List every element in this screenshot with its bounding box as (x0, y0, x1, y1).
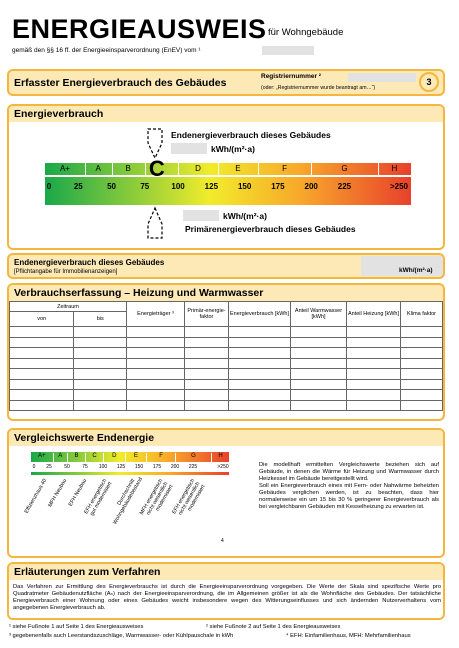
footnote-2: ² siehe Fußnote 2 auf Seite 1 des Energieausweises (206, 624, 341, 630)
document-subtitle: für Wohngebäude (268, 27, 344, 38)
table-row (10, 400, 443, 411)
comparison-tick: 125 (116, 464, 126, 470)
table-cell[interactable] (127, 358, 185, 369)
table-cell[interactable] (10, 358, 74, 369)
table-cell[interactable] (291, 390, 347, 401)
energy-class-dividers (45, 163, 411, 175)
table-cell[interactable] (291, 337, 347, 348)
energy-class-f: F (282, 164, 287, 173)
footnote-4: ⁴ EFH: Einfamilienhaus, MFH: Mehrfamilienhaus (286, 633, 411, 639)
table-cell[interactable] (401, 337, 443, 348)
table-cell[interactable] (347, 379, 401, 390)
end-summary-unit: kWh/(m²·a) (399, 267, 433, 274)
comparison-class-label: A+ (38, 453, 46, 459)
energy-class-divider (311, 163, 312, 175)
comparison-tick: >250 (217, 464, 229, 470)
comparison-tick: 175 (152, 464, 162, 470)
table-cell[interactable] (229, 337, 291, 348)
table-cell[interactable] (229, 327, 291, 338)
energy-class-g: G (341, 164, 348, 173)
comparison-building-label: EFH energetisch gut modernisiert (83, 478, 114, 517)
table-row (10, 390, 443, 401)
comparison-class-label: D (103, 453, 125, 463)
table-cell[interactable] (185, 400, 229, 411)
table-cell[interactable] (401, 400, 443, 411)
comparison-building-label: Durchschnitt Wohngebäudebestand (112, 476, 145, 526)
table-cell[interactable] (74, 348, 127, 359)
energy-class-divider (258, 163, 259, 175)
table-section-heading: Verbrauchserfassung – Heizung und Warmwasser (9, 285, 443, 301)
comparison-tick: 150 (134, 464, 144, 470)
comparison-tick: 200 (170, 464, 180, 470)
energy-class-d: D (195, 164, 201, 173)
comparison-tick: 25 (46, 464, 52, 470)
footnote-3: ³ gegebenenfalls auch Leerstandszuschläge, Warmwasser- oder Kühlpauschale in kWh (9, 633, 234, 639)
table-row (10, 327, 443, 338)
table-cell[interactable] (291, 379, 347, 390)
consumption-label: Erfasster Energieverbrauch des Gebäudes (14, 77, 227, 89)
table-cell[interactable] (291, 369, 347, 380)
comparison-description: Die modellhaft ermittelten Vergleichswerte beziehen sich auf Gebäude, in denen die Wärme für Heizung und Warmwasser durch Heizkessel im Gebäude bereitgestellt wird. Soll ein Energieverbrauch eines mit Fern- oder Nahwärme beheizten Gebäudes verglichen werden, ist zu beachten, dass hier normalerweise ein um 15 bis 30 % geringerer Energieverbrauch als bei vergleichbaren Gebäuden mit Kesselheizung zu erwarten ist. (259, 462, 439, 510)
comparison-building-label: EFH Neubau (67, 478, 89, 508)
table-cell[interactable] (185, 348, 229, 359)
energy-class-aplus: A+ (59, 164, 70, 173)
table-cell[interactable] (127, 379, 185, 390)
table-cell[interactable] (185, 390, 229, 401)
table-cell[interactable] (10, 327, 74, 338)
end-energy-summary (7, 253, 445, 279)
comparison-class-label: E (125, 453, 147, 463)
consumption-table (9, 301, 443, 411)
comparison-scale-underline (31, 472, 229, 475)
consumption-table-section (7, 283, 445, 421)
table-cell[interactable] (229, 400, 291, 411)
table-cell[interactable] (127, 390, 185, 401)
col-primaerenergiefaktor: Primär-energie-faktor (185, 302, 229, 327)
energy-class-divider (85, 163, 86, 175)
table-cell[interactable] (185, 337, 229, 348)
comparison-ticks (31, 464, 229, 472)
energy-class-divider (145, 163, 146, 175)
comparison-heading: Vergleichswerte Endenergie (9, 430, 443, 446)
table-cell[interactable] (291, 358, 347, 369)
table-cell[interactable] (229, 358, 291, 369)
table-cell[interactable] (74, 390, 127, 401)
energy-tick: 0 (46, 182, 52, 191)
table-cell[interactable] (185, 369, 229, 380)
table-cell[interactable] (74, 400, 127, 411)
table-cell[interactable] (185, 327, 229, 338)
comparison-tick: 75 (82, 464, 88, 470)
table-row (10, 369, 443, 380)
table-cell[interactable] (347, 400, 401, 411)
primary-energy-unit: kWh/(m²·a) (223, 211, 267, 221)
end-summary-sublabel: [Pflichtangabe für Immobilienanzeigen] (14, 269, 118, 275)
registration-number-field[interactable] (348, 73, 416, 82)
table-row (10, 337, 443, 348)
end-energy-label: Endenergieverbrauch dieses Gebäudes (171, 130, 331, 140)
comparison-class-label: G (175, 453, 211, 463)
comparison-section (7, 428, 445, 558)
energy-class-divider (378, 163, 379, 175)
energy-tick: 50 (107, 182, 116, 191)
table-cell[interactable] (401, 327, 443, 338)
primary-energy-bar (45, 194, 411, 205)
table-cell[interactable] (401, 390, 443, 401)
table-row (10, 379, 443, 390)
energy-class-a: A (95, 164, 101, 173)
comparison-building-label: MFH energetisch nicht wesentlich modernisiert (138, 478, 175, 517)
table-cell[interactable] (347, 358, 401, 369)
table-cell[interactable] (74, 379, 127, 390)
table-cell[interactable] (347, 390, 401, 401)
table-cell[interactable] (10, 348, 74, 359)
highlighted-class-marker: C (148, 156, 165, 181)
primary-energy-arrow-icon (145, 206, 165, 240)
end-summary-label: Endenergieverbrauch dieses Gebäudes (14, 258, 165, 267)
energy-class-divider (218, 163, 219, 175)
table-cell[interactable] (74, 327, 127, 338)
comparison-class-label: A (53, 453, 67, 463)
col-bis: bis (74, 312, 127, 327)
energy-section-heading: Energieverbrauch (9, 106, 443, 122)
table-cell[interactable] (347, 369, 401, 380)
table-cell[interactable] (74, 358, 127, 369)
table-cell[interactable] (229, 379, 291, 390)
law-reference: gemäß den §§ 16 ff. der Energieeinsparverordnung (EnEV) vom ¹ (12, 47, 201, 54)
comparison-tick: 0 (32, 464, 36, 470)
comparison-class-label: F (146, 453, 175, 463)
energy-class-e: E (235, 164, 241, 173)
table-row (10, 348, 443, 359)
comparison-class-labels (31, 452, 229, 462)
comparison-building-label: MFH Neubau (47, 478, 69, 509)
table-cell[interactable] (127, 400, 185, 411)
table-cell[interactable] (74, 369, 127, 380)
explanation-heading: Erläuterungen zum Verfahren (9, 564, 443, 580)
energy-tick: 150 (237, 182, 252, 191)
comparison-tick: 50 (64, 464, 70, 470)
comparison-tick: 225 (188, 464, 198, 470)
primary-energy-value-field[interactable] (183, 210, 219, 221)
document-header (0, 0, 459, 64)
col-anteil-warmwasser: Anteil Warmwasser [kWh] (291, 302, 347, 327)
table-cell[interactable] (229, 348, 291, 359)
table-cell[interactable] (10, 337, 74, 348)
energy-tick: 25 (73, 182, 83, 191)
table-cell[interactable] (347, 348, 401, 359)
table-cell[interactable] (291, 327, 347, 338)
table-cell[interactable] (229, 369, 291, 380)
explanation-section (7, 562, 445, 620)
table-cell[interactable] (185, 379, 229, 390)
col-zeitraum: Zeitraum (10, 302, 127, 312)
table-cell[interactable] (74, 337, 127, 348)
comparison-building-labels (23, 476, 229, 546)
comparison-tick: 100 (98, 464, 108, 470)
table-cell[interactable] (10, 369, 74, 380)
comparison-footnote-ref: 4 (221, 538, 224, 544)
col-energieverbrauch: Energieverbrauch [kWh] (229, 302, 291, 327)
table-row (10, 358, 443, 369)
energy-class-divider (178, 163, 179, 175)
table-cell[interactable] (127, 337, 185, 348)
date-field[interactable] (262, 46, 314, 55)
energy-class-h: H (391, 164, 398, 173)
energy-tick: 125 (204, 182, 219, 191)
comparison-class-label: B (67, 453, 85, 463)
table-cell[interactable] (347, 337, 401, 348)
table-cell[interactable] (291, 348, 347, 359)
col-anteil-heizung: Anteil Heizung [kWh] (347, 302, 401, 327)
table-cell[interactable] (401, 348, 443, 359)
document-title: ENERGIEAUSWEIS (12, 14, 267, 44)
end-energy-unit: kWh/(m²·a) (211, 144, 255, 154)
comparison-class-label: H (211, 453, 229, 463)
primary-energy-label: Primärenergieverbrauch dieses Gebäudes (185, 224, 356, 234)
table-cell[interactable] (401, 358, 443, 369)
page-number-badge: 3 (419, 72, 439, 92)
end-energy-value-field[interactable] (171, 143, 207, 154)
table-cell[interactable] (10, 390, 74, 401)
table-cell[interactable] (291, 400, 347, 411)
col-energietraeger: Energieträger ³ (127, 302, 185, 327)
comparison-building-label: EFH energetisch nicht wesentlich modernisiert (171, 478, 207, 517)
energy-tick: >250 (389, 182, 409, 191)
energy-tick: 175 (271, 182, 285, 191)
energy-tick: 75 (140, 182, 150, 191)
footnote-1: ¹ siehe Fußnote 1 auf Seite 1 des Energieausweises (9, 624, 144, 630)
energy-consumption-section (7, 104, 445, 250)
comparison-building-label: Effizienzhaus 40 (23, 478, 49, 515)
table-cell[interactable] (401, 379, 443, 390)
table-cell[interactable] (127, 327, 185, 338)
table-cell[interactable] (229, 390, 291, 401)
explanation-text: Das Verfahren zur Ermittlung des Energieverbrauchs ist durch die Energieeinsparverordnung vorgegeben. Die Werte der Skala sind spezifische Werte pro Quadratmeter Gebäudenutzfläche (Aₙ) nach der Energieeinsparverordnung, die im Allgemeinen größer ist als die Wohnfläche des Gebäudes. Der tatsächliche Energieverbrauch einer Wohnung oder eines Gebäudes weicht insbesondere wegen des Witterungseinflusses und sich ändernden Nutzerverhaltens vom angegebenen Energieverbrauch ab. (13, 584, 441, 611)
consumption-header-row (7, 69, 445, 96)
comparison-class-label: C (85, 453, 103, 463)
energy-scale-ticks (45, 182, 411, 194)
energy-class-b: B (125, 164, 131, 173)
energy-tick: 225 (337, 182, 352, 191)
col-klimafaktor: Klima faktor (401, 302, 443, 327)
table-cell[interactable] (10, 400, 74, 411)
table-cell[interactable] (127, 369, 185, 380)
registration-label: Registriernummer ² (261, 73, 321, 80)
table-cell[interactable] (347, 327, 401, 338)
registration-note: (oder: „Registriernummer wurde beantragt am…“) (261, 85, 376, 91)
table-cell[interactable] (127, 348, 185, 359)
energy-class-divider (112, 163, 113, 175)
table-cell[interactable] (10, 379, 74, 390)
col-von: von (10, 312, 74, 327)
table-cell[interactable] (185, 358, 229, 369)
energy-tick: 100 (171, 182, 185, 191)
table-cell[interactable] (401, 369, 443, 380)
energy-tick: 200 (304, 182, 318, 191)
